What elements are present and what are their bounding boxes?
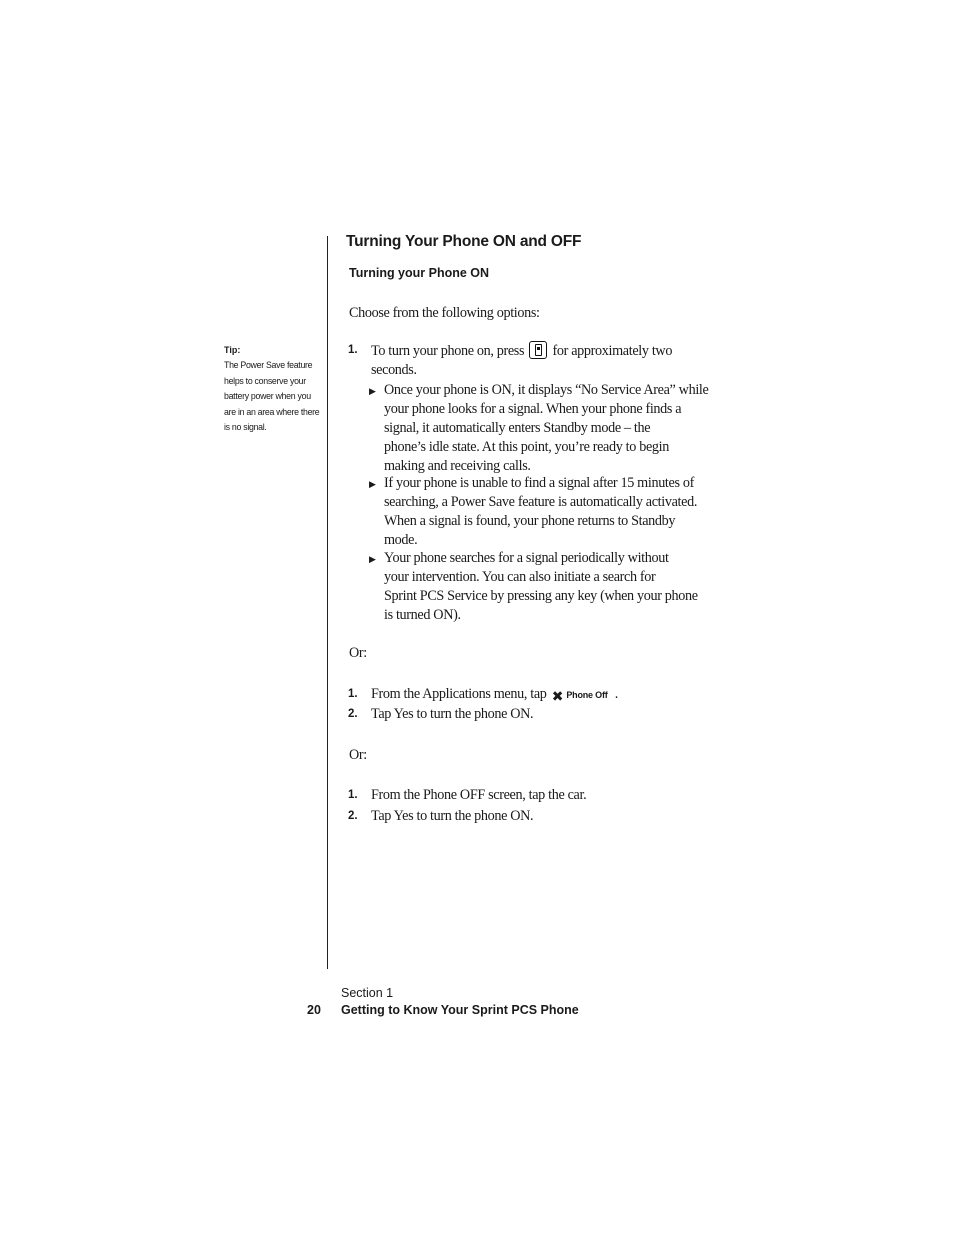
step-number: 2. xyxy=(348,708,358,720)
intro-text: Choose from the following options: xyxy=(349,305,540,321)
end-key-icon xyxy=(529,341,547,359)
bullet-line: If your phone is unable to find a signal after 15 minutes of xyxy=(384,475,694,491)
bullet-line: making and receiving calls. xyxy=(384,458,531,474)
phone-off-icon: ✖ xyxy=(551,689,564,705)
tip-line: battery power when you xyxy=(224,391,311,402)
bullet-line: is turned ON). xyxy=(384,607,461,623)
bullet-line: your phone looks for a signal. When your phone finds a xyxy=(384,401,682,417)
bullet-text xyxy=(384,549,698,625)
step-text: Tap Yes to turn the phone ON. xyxy=(371,808,534,824)
step-text-before-icon: From the Applications menu, tap xyxy=(371,686,547,702)
or-separator: Or: xyxy=(349,747,367,763)
step-text xyxy=(371,685,618,707)
step-text-after-key: for approximately two xyxy=(552,343,673,359)
tip-text xyxy=(224,358,324,436)
step-text-before-key: To turn your phone on, press xyxy=(371,343,525,359)
step-number: 1. xyxy=(348,688,358,700)
section-heading: Turning Your Phone ON and OFF xyxy=(346,233,582,250)
bullet-line: signal, it automatically enters Standby mode – the xyxy=(384,420,651,436)
tip-line: helps to conserve your xyxy=(224,375,306,386)
step-number: 1. xyxy=(348,344,358,356)
page-number: 20 xyxy=(307,1003,321,1017)
bullet-line: Your phone searches for a signal periodically without xyxy=(384,550,669,566)
bullet-line: Sprint PCS Service by pressing any key (when your phone xyxy=(384,588,698,604)
footer-section: Section 1 xyxy=(341,986,394,1000)
bullet-line: your intervention. You can also initiate a search for xyxy=(384,569,656,585)
bullet-text xyxy=(384,381,708,476)
bullet-line: searching, a Power Save feature is automatically activated. xyxy=(384,494,698,510)
step-text-continued: seconds. xyxy=(371,362,417,378)
bullet-line: mode. xyxy=(384,532,418,548)
bullet-line: phone’s idle state. At this point, you’re ready to begin xyxy=(384,439,669,455)
step-number: 2. xyxy=(348,810,358,822)
step-number: 1. xyxy=(348,789,358,801)
margin-rule xyxy=(327,236,328,969)
tip-line: is no signal. xyxy=(224,422,267,433)
step-text xyxy=(371,341,672,361)
step-text: Tap Yes to turn the phone ON. xyxy=(371,706,534,722)
bullet-icon: ▶ xyxy=(369,387,376,397)
subsection-heading: Turning your Phone ON xyxy=(349,266,490,280)
bullet-text xyxy=(384,474,697,550)
bullet-line: Once your phone is ON, it displays “No Service Area” while xyxy=(384,382,709,398)
or-separator: Or: xyxy=(349,645,367,661)
bullet-icon: ▶ xyxy=(369,555,376,565)
step-text: From the Phone OFF screen, tap the car. xyxy=(371,787,587,803)
tip-line: The Power Save feature xyxy=(224,360,313,370)
tip-label: Tip: xyxy=(224,345,241,355)
step-text-after-icon: . xyxy=(614,686,618,702)
phone-off-label: Phone Off xyxy=(566,690,608,700)
bullet-icon: ▶ xyxy=(369,480,376,490)
bullet-line: When a signal is found, your phone returns to Standby xyxy=(384,513,676,529)
tip-line: are in an area where there xyxy=(224,406,320,417)
footer-title: Getting to Know Your Sprint PCS Phone xyxy=(341,1003,579,1017)
